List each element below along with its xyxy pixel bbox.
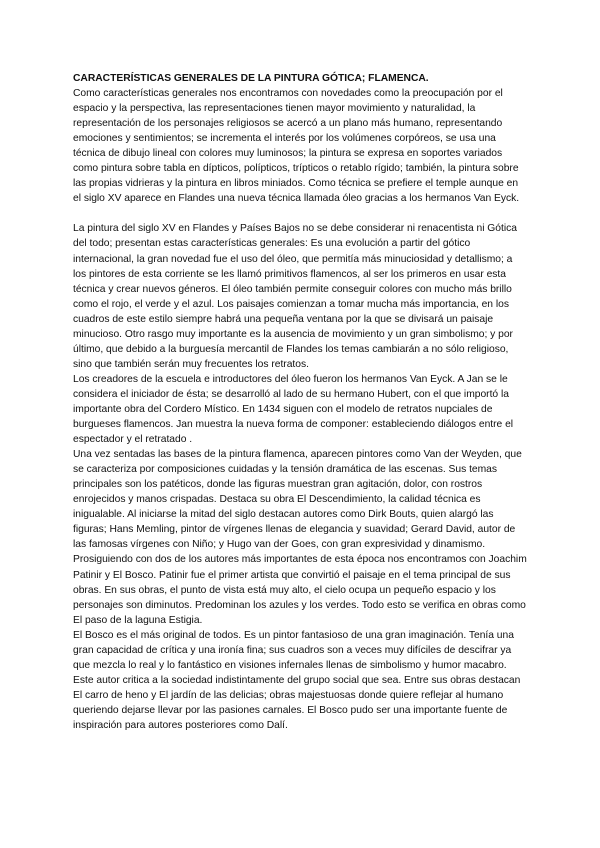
- paragraph-van-der-weyden: Una vez sentadas las bases de la pintura flamenca, aparecen pintores como Van der Weyden, que se caracteriza por composiciones cuidadas y la tensión dramática de las escenas. Sus temas principales son los patéticos, donde las figuras muestran gran agitación, dolor, con rostros enrojecidos y manos crispadas. Destaca su obra El Descendimiento, la calidad técnica es inigualable. Al iniciarse la mitad del siglo destacan autores como Dirk Bouts, quien alargó las figuras; Hans Memling, pintor de vírgenes llenas de elegancia y suavidad; Gerard David, autor de las famosas vírgenes con Niño; y Hugo van der Goes, con gran expresividad y dinamismo.: [73, 449, 522, 551]
- document-title: CARACTERÍSTICAS GENERALES DE LA PINTURA GÓTICA; FLAMENCA.: [73, 73, 429, 84]
- paragraph-van-eyck: Los creadores de la escuela e introductores del óleo fueron los hermanos Van Eyck. A Jan se le considera el iniciador de ésta; se desarrolló al lado de su hermano Hubert, con el que importó la importante obra del Cordero Místico. En 1434 siguen con el modelo de retratos nupciales de burgueses flamencos. Jan muestra la nueva forma de componer: estableciendo diálogos entre el espectador y el retratado .: [73, 373, 514, 446]
- paragraph-el-bosco: El Bosco es el más original de todos. Es un pintor fantasioso de una gran imaginación. Tenía una gran capacidad de crítica y una ironía fina; sus cuadros son a veces muy difíciles de descifrar ya que mezcla lo real y lo fantástico en visiones infernales llenas de simbolismo y humor macabro. Este autor critica a la sociedad indistintamente del grupo social que sea. Entre sus obras destacan El carro de heno y El jardín de las delicias; obras majestuosas donde quiere reflejar al humano queriendo dejarse llevar por las pasiones carnales. El Bosco pudo ser una importante fuente de inspiración para autores posteriores como Dalí.: [73, 629, 521, 731]
- document-page: [73, 71, 528, 733]
- paragraph-flemish-xv: La pintura del siglo XV en Flandes y Países Bajos no se debe considerar ni renacentista ni Gótica del todo; presentan estas características generales: Es una evolución a partir del gótico internacional, la gran novedad fue el uso del óleo, que permitía más minuciosidad y detallismo; a los pintores de esta corriente se les llamó primitivos flamencos, al ser los primeros en usar esta técnica y crear nuevos géneros. El óleo también permite conseguir colores con mucho más brillo como el rojo, el verde y el azul. Los paisajes comienzan a tomar mucha más importancia, en los cuadros de este estilo siempre habrá una pequeña ventana por la que se divisará un paisaje minucioso. Otro rasgo muy importante es la ausencia de movimiento y un gran simbolismo; y por último, que debido a la burguesía mercantil de Flandes los temas cambiarán a no sólo religioso, sino que también serán muy frecuentes los retratos.: [73, 223, 517, 370]
- paragraph-intro: Como características generales nos encontramos con novedades como la preocupación por el espacio y la perspectiva, las representaciones tienen mayor movimiento y naturalidad, la representación de los personajes religiosos se acercó a un plano más humano, representando emociones y sentimientos; se incrementa el interés por los volúmenes corpóreos, se usa una técnica de dibujo lineal con colores muy luminosos; la pintura se expresa en soportes variados como pintura sobre tabla en dípticos, polípticos, trípticos o retablo rígido; también, la pintura sobre las propias vidrieras y la pintura en libros miniados. Como técnica se prefiere el temple aunque en el siglo XV aparece en Flandes una nueva técnica llamada óleo gracias a los hermanos Van Eyck.: [73, 88, 520, 205]
- paragraph-patinir-bosco: Prosiguiendo con dos de los autores más importantes de esta época nos encontramos con Joachim Patinir y El Bosco. Patinir fue el primer artista que convirtió el paisaje en el tema principal de sus obras. En sus obras, el punto de vista está muy alto, el cielo ocupa un pequeño espacio y los personajes son diminutos. Predominan los azules y los verdes. Todo esto se verifica en obras como El paso de la laguna Estigia.: [73, 554, 527, 626]
